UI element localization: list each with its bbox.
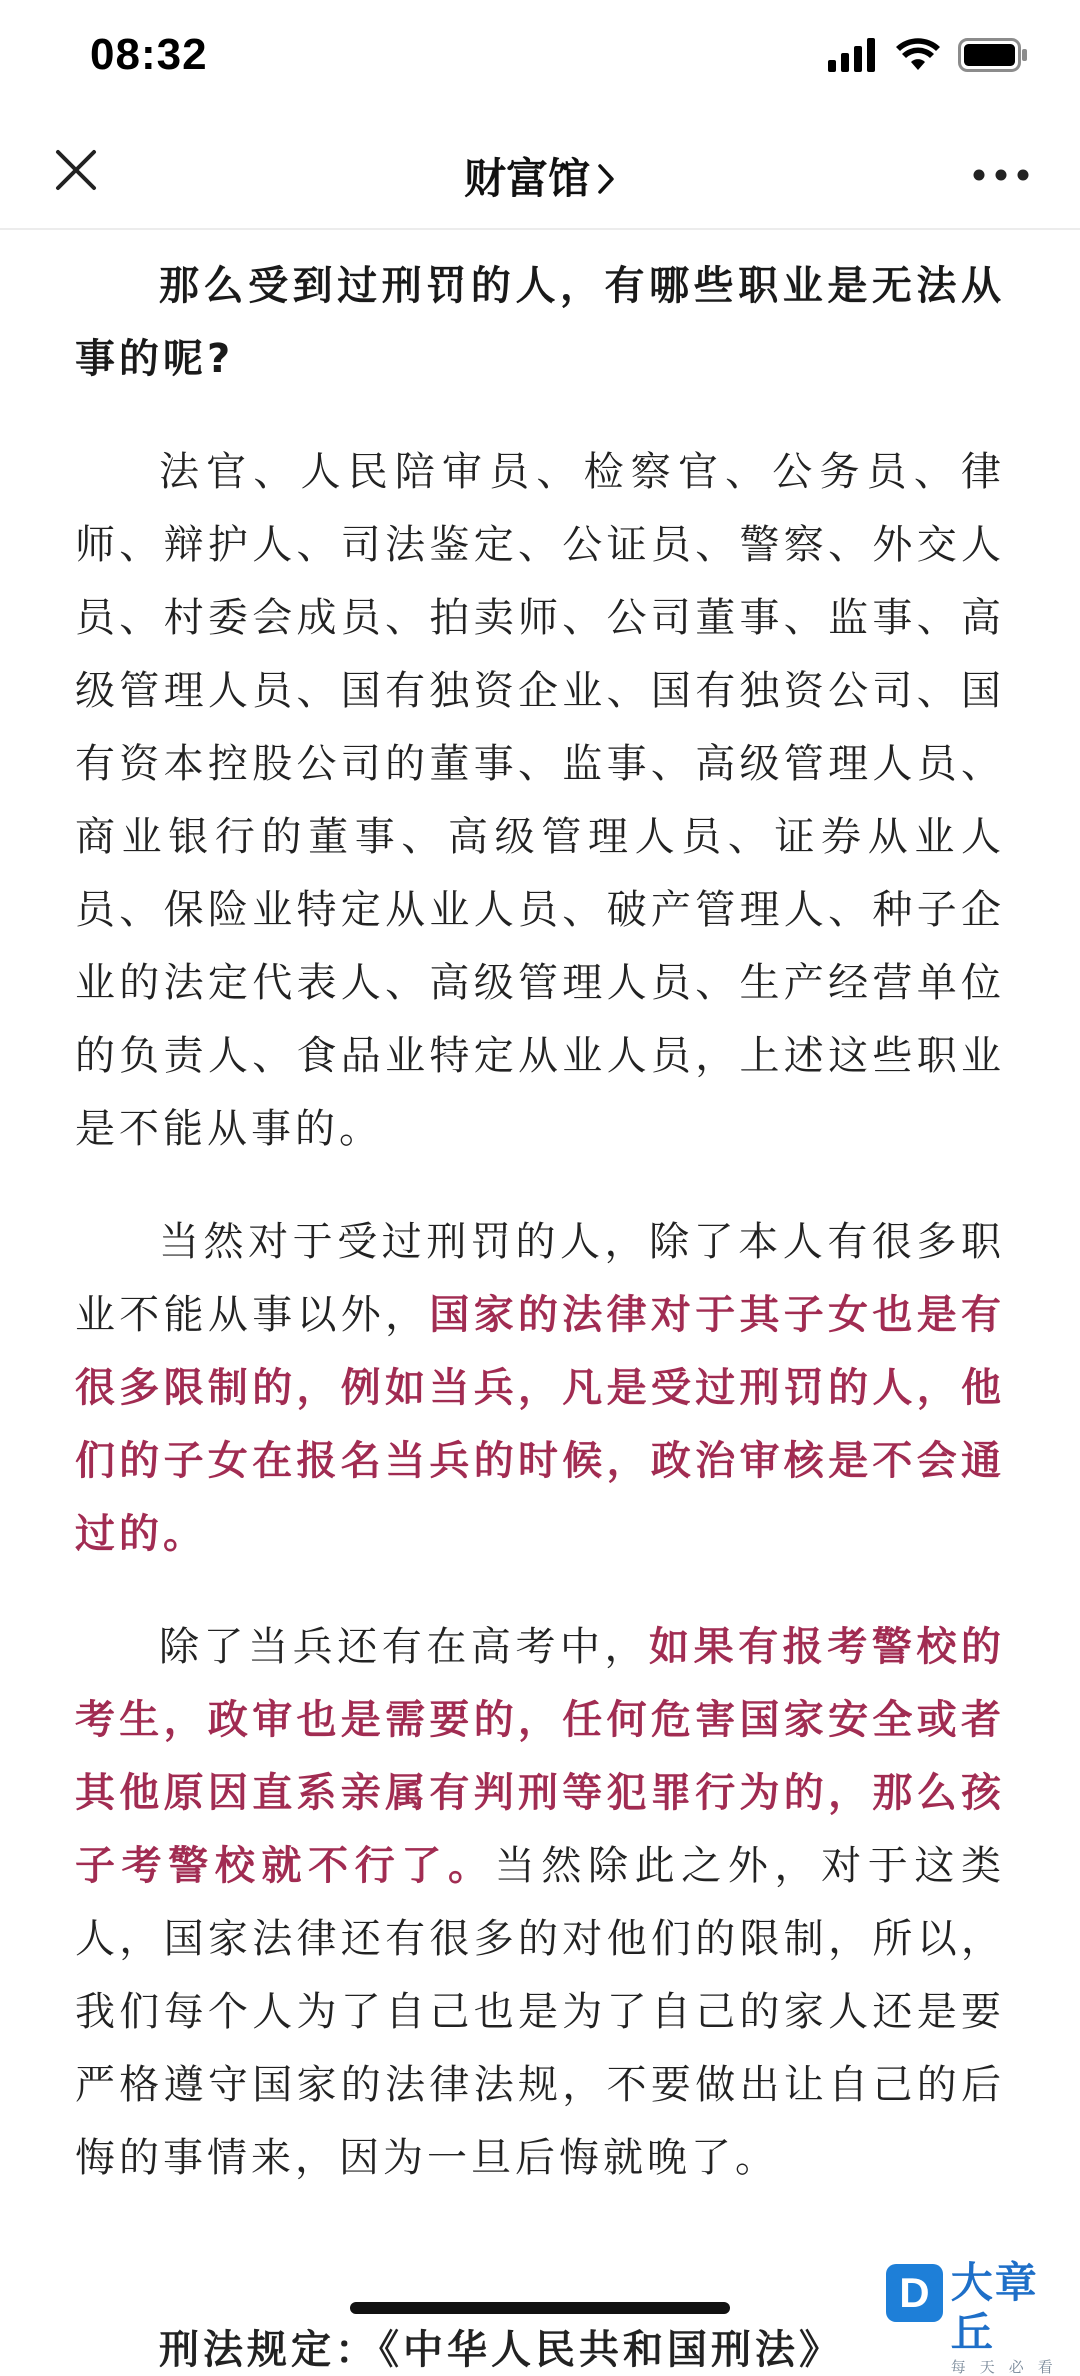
watermark bbox=[880, 2258, 1080, 2376]
page-title: 财富馆 bbox=[463, 154, 590, 203]
watermark-logo: D bbox=[886, 2264, 943, 2322]
nav-bar bbox=[0, 120, 1080, 230]
more-button[interactable] bbox=[966, 150, 1036, 200]
wifi-icon bbox=[896, 38, 940, 76]
article-heading: 那么受到过刑罚的人，有哪些职业是无法从事的呢? bbox=[75, 263, 1005, 382]
nav-title-link[interactable] bbox=[0, 146, 1080, 206]
highlighted-text: 国家的法律对于其子女也是有很多限制的，例如当兵，凡是受过刑罚的人，他们的子女在报名当兵的时候，政治审核是不会通过的。 bbox=[75, 1292, 1006, 1557]
status-bar bbox=[0, 0, 1080, 120]
article-paragraph: 法官、人民陪审员、检察官、公务员、律师、辩护人、司法鉴定、公证员、警察、外交人员、村委会成员、拍卖师、公司董事、监事、高级管理人员、国有独资企业、国有独资公司、国有资本控股公司的董事、监事、高级管理人员、商业银行的董事、高级管理人员、证券从业人员、保险业特定从业人员、破产管理人、种子企业的法定代表人、高级管理人员、生产经营单位的负责人、食品业特定从业人员，上述这些职业是不能从事的。 bbox=[75, 449, 1005, 1152]
status-icons bbox=[828, 38, 1028, 76]
watermark-name: 大章丘 bbox=[950, 2258, 1039, 2357]
signal-icon bbox=[828, 38, 878, 76]
article-paragraph bbox=[75, 1611, 1005, 2195]
article-body bbox=[75, 250, 1005, 2235]
home-indicator bbox=[350, 2302, 730, 2314]
paragraph-text: 当然对于受过刑罚的人，除了本人有很多职业不能从事以外， bbox=[75, 1219, 1005, 1338]
more-icon bbox=[973, 166, 1029, 185]
highlighted-text: 如果有报考警校的考生，政审也是需要的，任何危害国家安全或者其他原因直系亲属有判刑等犯罪行为的，那么孩子考警校就不行了。 bbox=[75, 1624, 1006, 1889]
paragraph-text: 当然除此之外，对于这类人，国家法律还有很多的对他们的限制，所以，我们每个人为了自己也是为了自己的家人还是要严格遵守国家的法律法规，不要做出让自己的后悔的事情来，因为一旦后悔就晚了。 bbox=[75, 1843, 1006, 2181]
status-time: 08:32 bbox=[90, 30, 208, 79]
battery-icon bbox=[958, 38, 1028, 76]
partial-next-paragraph: 刑法规定：《中华人民共和国刑法》 bbox=[159, 2327, 843, 2373]
article-paragraph bbox=[75, 1206, 1005, 1571]
paragraph-text: 除了当兵还有在高考中， bbox=[159, 1624, 650, 1670]
watermark-subtitle: 每天必看 bbox=[950, 2358, 1067, 2376]
watermark-text bbox=[951, 2258, 1080, 2376]
chevron-right-icon bbox=[596, 157, 616, 206]
